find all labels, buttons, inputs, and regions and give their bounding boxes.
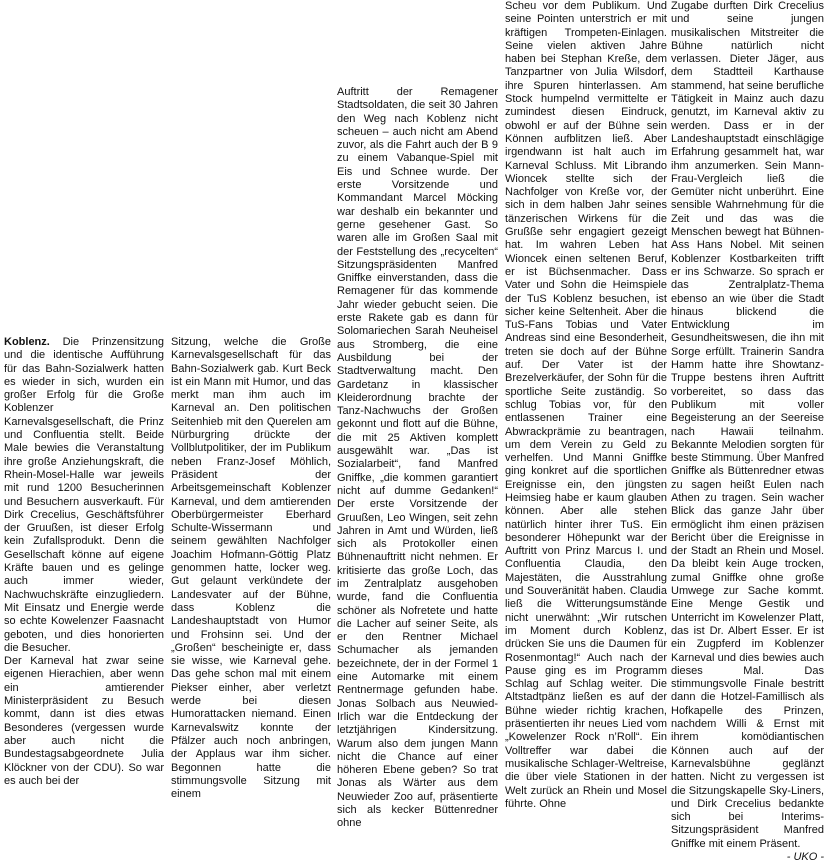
article-column-2 [171,336,331,801]
paragraph-stadtsoldaten: Auftritt der Remagener Stadtsoldaten, die seit 30 Jahren den Weg nach Koblenz nicht scheuen – auch nicht am Abend zuvor, als die Fahrt auch der B 9 zu einem Vabanque-Spiel mit Eis und Schnee wurde. Der erste Vorsitzende und Kommandant Marcel Möcking war deshalb ein bekannter und gerne gesehener Gast. So waren alle im Großen Saal mit der Feststellung des „recycelten“ Sitzungspräsidenten Manfred Gniffke einverstanden, dass die Remagener für das kommende Jahr wieder gebucht seien. Die erste Rakete gab es dann für Solomariechen Sarah Neuheisel aus Stromberg, die eine Ausbildung bei der Stadtverwaltung macht. Den Gardetanz in klassischer Kleiderordnung brachte der Tanz-Nachwuchs der Großen gekonnt und flott auf die Bühne, die mit 25 Aktiven komplett ausgewählt war. „Das ist Sozialarbeit“, fand Manfred Gniffke, „die kommen garantiert nicht auf dumme Gedanken!“ Der erste Vorsitzende der Gruußen, Leo Wingen, seit zehn Jahren in Amt und Würden, ließ sich als Protokoller einen Bühnenauftritt nicht nehmen. Er kritisierte das große Loch, das im Zentralplatz ausgehoben wurde, fand die Confluentia schöner als Nofretete und hatte die Lacher auf seiner Seite, als er den Rentner Michael Schumacher als jemanden bezeichnete, der in der Formel 1 eine Automarke mit einem Rentnermage gefunden habe. Jonas Solbach aus Neuwied-Irlich war die Entdeckung der letztjährigen Kindersitzung. Warum also dem jungen Mann nicht die Chance auf einer höheren Ebene geben? So trat Jonas als Wärter aus dem Neuwieder Zoo auf, präsentierte sich als kecker Büttenredner ohne [337,86,498,830]
article-column-1 [4,336,164,788]
dateline: Koblenz. [4,336,50,348]
article-column-5 [671,0,824,864]
author-signature: - UKO - [786,851,824,863]
paragraph-intro [4,336,164,655]
paragraph-kurt-beck: Sitzung, welche die Große Karnevalsgesellschaft für das Bahn-Sozialwerk gab. Kurt Beck ist ein Mann mit Humor, und das merkt man ihm auch im Karneval an. Den politischen Seitenhieb mit den Querelen am Nürburgring drückte der Vollblutpolitiker, der im Publikum neben Franz-Josef Möhlich, Präsident der Arbeitsgemeinschaft Koblenzer Karneval, und dem amtierenden Oberbürgermeister Eberhard Schulte-Wissermann und seinem gewählten Nachfolger Joachim Hofmann-Göttig Platz genommen hatte, locker weg. Gut gelaunt verkündete der Landesvater auf der Bühne, dass Koblenz die Landeshauptstadt von Humor und Frohsinn sei. Und der „Großen“ bescheinigte er, dass sie wisse, wie Karneval gehe. Das gehe schon mal mit einem Piekser einher, aber verletzt werde bei diesen Humorattacken niemand. Einen Karnevalswitz konnte der Pfälzer auch noch anbringen, der Applaus war ihm sicher. Begonnen hatte die stimmungsvolle Sitzung mit einem [171,336,331,801]
paragraph-carnival-hierarchy: Der Karneval hat zwar seine eigenen Hierachien, aber wenn ein amtierender Ministerpräsident zu Besuch kommt, dann ist dies etwas Besonderes (vergessen wurde aber auch nicht die Bundestagsabgeordnete Julia Klöckner von der CDU). So war es auch bei der [4,655,164,787]
article-column-4 [505,0,667,811]
intro-text: Die Prinzensitzung und die identische Aufführung für das Bahn-Sozialwerk hatten es wieder in sich, wurden ein großer Erfolg für die Große Koblenzer Karnevalsgesellschaft, die Prinz und Confluentia stellt. Beide Male bewies die Veranstaltung ihre große Anziehungskraft, die Rhein-Mosel-Halle war jeweils mit rund 1200 Besucherinnen und Besuchern ausverkauft. Für Dirk Crecelius, Geschäftsführer der Gruußen, ist dieser Erfolg kein Zufallsprodukt. Denn die Gesellschaft könne auf eigene Kräfte bauen und es gelinge auch immer wieder, Nachwuchskräfte einzugliedern. Mit Einsatz und Energie werde so echte Kowelenzer Faasnacht geboten, und dies honorierten die Besucher. [4,336,164,654]
paragraph-program: Scheu vor dem Publikum. Und seine Pointen unterstrich er mit kräftigen Trompeten-Einlagen. Seine vielen aktiven Jahre haben bei Stephan Kreße, dem Tanzpartner von Julia Wilsdorf, ihre Spuren hinterlassen. Am Stock humpelnd vermittelte er zumindest diesen Eindruck, obwohl er auf der Bühne sein Können aufblitzen ließ. Aber irgendwann ist halt auch im Karneval Schluss. Mit Librando Wioncek stellte sich der Nachfolger von Kreße vor, der sich in dem halben Jahr seines tänzerischen Wirkens für die Grußße sehr engagiert gezeigt hat. Im wahren Leben hat Wioncek einen seltenen Beruf, er ist Büchsenmacher. Dass Vater und Sohn die Heimspiele der TuS Koblenz besuchen, ist sicher keine Seltenheit. Aber die TuS-Fans Tobias und Vater Andreas sind eine Besonderheit, treten sie doch auf der Bühne auf. Der Vater ist der Brezelverkäufer, der Sohn für die sportliche Seite zuständig. So schlug Tobias vor, für den entlassenen Trainer eine Abwrackprämie zu beantragen, um dem Verein zu Geld zu verhelfen. Und Manni Gniffke ging konkret auf die sportlichen Ereignisse ein, den jüngsten Heimsieg habe er kaum glauben können. Aber alle stehen natürlich hinter ihrer TuS. Ein besonderer Höhepunkt war der Auftritt von Prinz Marcus I. und Confluentia Claudia, den Majestäten, die Ausstrahlung und Souveränität haben. Claudia ließ die Witterungsumstände nicht unerwähnt: „Wir rutschen im Moment durch Koblenz, drücken Sie uns die Daumen für Rosenmontag!“ Auch nach der Pause ging es im Programm Schlag auf Schlag weiter. Die Altstadtpänz ließen es auf der Bühne wieder richtig krachen, präsentierten ihr neues Lied vom „Kowelenzer Rock n’Roll“. Ein Volltreffer war dabei die musikalische Schlager-Weltreise, die über viele Stationen in der Welt zurück an Rhein und Mosel führte. Ohne [505,0,667,810]
paragraph-finale: Zugabe durften Dirk Crecelius und seine jungen musikalischen Mitstreiter die Bühne natürlich nicht verlassen. Dieter Jäger, aus dem Stadtteil Karthause stammend, hat seine berufliche Tätigkeit in Mainz auch dazu genutzt, im Karneval aktiv zu werden. Dass er in der Landeshauptstadt einschlägige Erfahrung gesammelt hat, war ihm anzumerken. Sein Mann-Frau-Vergleich ließ die Gemüter nicht unberührt. Eine sensible Wahrnehmung für die Zeit und das was die Menschen bewegt hat Bühnen-Ass Hans Nobel. Mit seinen Koblenzer Kostbarkeiten trifft er ins Schwarze. So sprach er das Zentralplatz-Thema ebenso an wie über die Stadt hinaus blickend die Entwicklung im Gesundheitswesen, die ihn mit Sorge erfüllt. Trainerin Sandra Hamm hatte ihre Showtanz-Truppe bestens ihren Auftritt vorbereitet, so dass das Publikum mit voller Begeisterung an der Seereise nach Hawaii teilnahm. Bekannte Melodien sorgten für beste Stimmung. Über Manfred Gniffke als Büttenredner etwas zu sagen heißt Eulen nach Athen zu tragen. Sein wacher Blick das ganze Jahr über ermöglicht ihm einen präzisen Bericht über die Ereignisse in der Stadt an Rhein und Mosel. Da bleibt kein Auge trocken, zumal Gniffke ohne große Umwege zur Sache kommt. Eine Menge Gestik und Unterricht im Kowelenzer Platt, das ist Dr. Albert Esser. Er ist ein Zugpferd im Koblenzer Karneval und dies bewies auch dieses Mal. Das stimmungsvolle Finale bestritt dann die Hotzel-Famillisch als Hofkapelle des Prinzen, nachdem Willi & Ernst mit ihrem komödiantischen Können auch auf der Karnevalsbühne geglänzt hatten. Nicht zu vergessen ist die Sitzungskapelle Sky-Liners, und Dirk Crecelius bedankte sich bei Interims-Sitzungspräsident Manfred Gniffke mit einem Präsent. [671,0,824,850]
article-column-3 [337,86,498,831]
